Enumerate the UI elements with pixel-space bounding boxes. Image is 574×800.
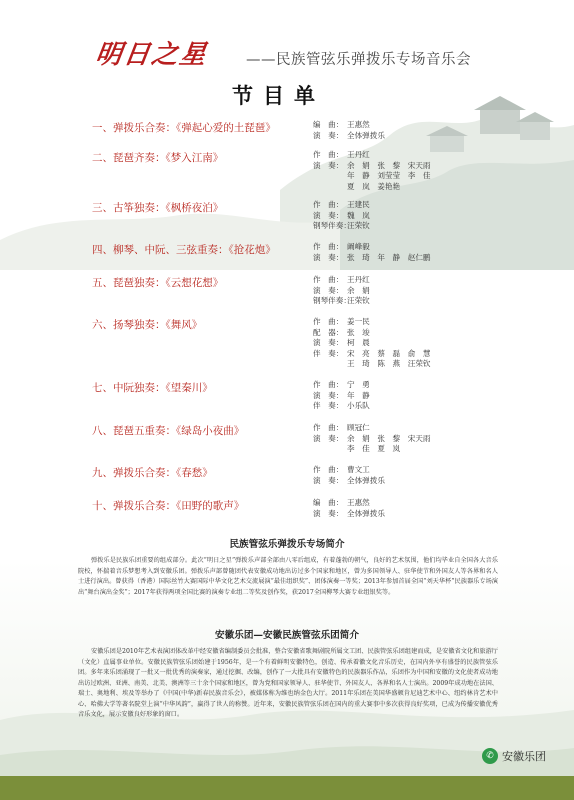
program-item-title: 一、弹拨乐合奏：《弹起心爱的土琵琶》 — [92, 122, 276, 134]
account-watermark — [482, 748, 546, 764]
ink-landscape-illustration — [0, 40, 574, 270]
credit-line — [313, 131, 385, 142]
credit-role: 作 曲： — [313, 465, 344, 474]
credit-line — [313, 253, 431, 264]
credit-names: 王惠然 — [347, 498, 370, 507]
concert-header — [93, 34, 516, 74]
credit-names: 李 佳 夏 岚 — [347, 444, 401, 453]
program-item-title: 八、琵琶五重奏：《绿岛小夜曲》 — [92, 425, 245, 437]
credit-names: 柯 晨 — [347, 338, 370, 347]
credit-line — [313, 476, 385, 487]
credit-role: 演 奏： — [313, 285, 344, 295]
credit-names: 魏 岚 — [347, 210, 370, 220]
credit-names: 全体弹拨乐 — [347, 508, 385, 518]
wechat-icon: ✆ — [482, 748, 498, 764]
credit-names: 小乐队 — [347, 401, 370, 410]
program-item-title: 二、琵琶齐奏：《梦入江南》 — [92, 152, 224, 164]
credit-role: 演 奏： — [313, 160, 344, 170]
credit-names: 宁 勇 — [347, 380, 370, 389]
credit-line — [313, 182, 400, 193]
credit-names: 余 娟 张 黎 宋天雨 — [347, 160, 431, 170]
credit-role: 演 奏： — [313, 252, 344, 262]
credit-role: 演 奏： — [313, 130, 344, 140]
credit-names: 余 娟 张 黎 宋天雨 — [347, 433, 431, 443]
credit-names: 王丹红 — [347, 150, 370, 159]
watermark-text: 安徽乐团 — [502, 750, 546, 763]
credit-line — [313, 465, 370, 476]
credit-role: 演 奏： — [313, 433, 344, 443]
credit-line — [313, 444, 400, 455]
credit-role: 作 曲： — [313, 242, 344, 251]
credit-role: 伴 奏： — [313, 348, 344, 358]
credit-line — [313, 349, 431, 360]
credit-line — [313, 317, 370, 328]
credit-role: 编 曲： — [313, 498, 344, 507]
credit-line — [313, 338, 370, 349]
credit-names: 汪荣钦 — [347, 296, 370, 305]
credit-line — [313, 211, 370, 222]
page-title: 节目单 — [232, 83, 325, 108]
credit-line — [313, 242, 370, 253]
credit-role: 伴 奏： — [313, 401, 344, 410]
credit-names: 王丹红 — [347, 275, 370, 284]
credit-role: 作 曲： — [313, 150, 344, 159]
credit-line — [313, 401, 370, 412]
credit-role: 钢琴伴奏： — [313, 296, 351, 305]
program-item-title: 五、琵琶独奏：《云想花想》 — [92, 277, 224, 289]
program-item-title: 四、柳琴、中阮、三弦重奏：《抢花炮》 — [92, 244, 276, 256]
credit-names: 张 琦 年 静 赵仁鹏 — [347, 252, 431, 262]
credit-names: 夏 岚 姜艳艳 — [347, 181, 401, 191]
credit-role: 作 曲： — [313, 275, 344, 284]
credit-names: 王 琦 陈 燕 汪荣钦 — [347, 359, 431, 368]
program-item-title: 三、古筝独奏：《枫桥夜泊》 — [92, 202, 224, 214]
credit-line — [313, 359, 431, 370]
credit-names: 年 静 — [347, 390, 370, 400]
credit-role: 编 曲： — [313, 120, 344, 129]
intro-paragraph: 弹拨乐是民族乐团重要的组成部分。此次“明日之星”弹拨乐声部全部由八零后组成，有着蓬勃的朝气，良好的艺术氛围，他们均毕业自全国各大音乐院校，怀揣着音乐梦想考入到安徽乐团。弹拨乐声部曾随团代表安徽成功地出访过多个国家和地区，曾为多国领导人、驻华使节和外国友人等各界和名人士进行演出。曾获得（香港）国际丝竹大赛国际中华文化艺术交流展演“最佳组织奖”、团体演奏一等奖；2013年参加首届全国“刘天华杯”民族器乐专场演出“舞台演出金奖”；2017年获得两项全国比赛的演奏专业组二等奖及创作奖，获2017全国柳琴大赛专业组银奖等。 — [78, 557, 498, 596]
credit-names: 姜一民 — [347, 317, 370, 326]
program-item-title: 七、中阮独奏：《望秦川》 — [92, 382, 213, 394]
credit-line — [313, 509, 385, 520]
section-title-orchestra: 安徽乐团—安徽民族管弦乐团简介 — [215, 630, 359, 641]
credit-role: 演 奏： — [313, 508, 344, 518]
credit-role: 作 曲： — [313, 380, 344, 389]
calligraphy-logo: 明日之星 — [93, 40, 210, 70]
credit-line — [313, 150, 370, 161]
program-item-title: 六、扬琴独奏：《舞风》 — [92, 319, 203, 331]
credit-names: 张 竣 — [347, 327, 370, 337]
credit-names: 年 静 刘莹莹 李 佳 — [347, 171, 431, 180]
credit-line — [313, 120, 370, 131]
credit-role: 作 曲： — [313, 423, 344, 432]
credit-line — [313, 200, 370, 211]
credit-names: 曹文工 — [347, 465, 370, 474]
credit-line — [313, 275, 370, 286]
credit-names: 王建民 — [347, 200, 370, 209]
credit-line — [313, 221, 370, 232]
orchestra-paragraph: 安徽乐团是2010年艺术表演团体改革中经安徽省编制委员会批准，整合安徽省歌舞剧院所属文工团、民族管弦乐团组建而成，是安徽省文化和旅游厅（文化）直属事业单位。安徽民族管弦乐团始建于1956年，是一个有着鲜明安徽特色，创造、传承着徽文化音乐历史，在国内外享有盛誉的民族管弦乐团。多年来乐团涌现了一批又一批优秀的演奏家，通过挖掘、改编，创作了一大批具有安徽特色的民族器乐作品，乐团作为中国和安徽的文化使者成功地出访过欧洲、亚洲、南美、北美、澳洲等三十余个国家和地区，曾为党和国家领导人、驻华使节、外国友人、各界和名人士演出。2009年成功地在法国、瑞士、奥地利、埃及等举办了《中国(中华)新春民族音乐会》，被媒体称为维也纳金色大厅。2011年乐团在美国华盛顿肯尼迪艺术中心、纽约林肯艺术中心、哈佛大学等著名院堂上演“中华风韵”，赢得了世人的称赞。近年来，安徽民族管弦乐团在国内的重大赛事中多次获得良好奖项，已成为传播安徽优秀音乐文化，展示安徽良好形象的窗口。 — [78, 648, 498, 718]
credit-role: 钢琴伴奏： — [313, 221, 351, 230]
program-item-title: 十、弹拨乐合奏：《田野的歌声》 — [92, 500, 245, 512]
credit-role: 演 奏： — [313, 338, 344, 347]
credit-names: 全体弹拨乐 — [347, 475, 385, 485]
credit-line — [313, 161, 431, 172]
credit-line — [313, 423, 370, 434]
footer-bar — [0, 776, 574, 800]
credit-names: 汪荣钦 — [347, 221, 370, 230]
credit-role: 演 奏： — [313, 210, 344, 220]
credit-role: 作 曲： — [313, 200, 344, 209]
concert-subtitle: ——民族管弦乐弹拨乐专场音乐会 — [246, 52, 471, 68]
credit-line — [313, 328, 370, 339]
credit-line — [313, 434, 431, 445]
credit-role: 演 奏： — [313, 390, 344, 400]
credit-role: 配 器： — [313, 327, 344, 337]
credit-names: 王惠然 — [347, 120, 370, 129]
program-item-title: 九、弹拨乐合奏：《春愁》 — [92, 467, 213, 479]
credit-role: 作 曲： — [313, 317, 344, 326]
credit-line — [313, 380, 370, 391]
credit-line — [313, 391, 370, 402]
credit-line — [313, 498, 370, 509]
credit-names: 阚峰毅 — [347, 242, 370, 251]
credit-line — [313, 286, 370, 297]
credit-names: 余 娟 — [347, 285, 370, 295]
credit-line — [313, 296, 370, 307]
credit-line — [313, 171, 431, 182]
credit-names: 全体弹拨乐 — [347, 130, 385, 140]
credit-names: 顾冠仁 — [347, 423, 370, 432]
section-title-intro: 民族管弦乐弹拨乐专场简介 — [229, 539, 345, 550]
credit-role: 演 奏： — [313, 475, 344, 485]
credit-names: 宋 亮 蔡 磊 俞 慧 — [347, 348, 431, 358]
